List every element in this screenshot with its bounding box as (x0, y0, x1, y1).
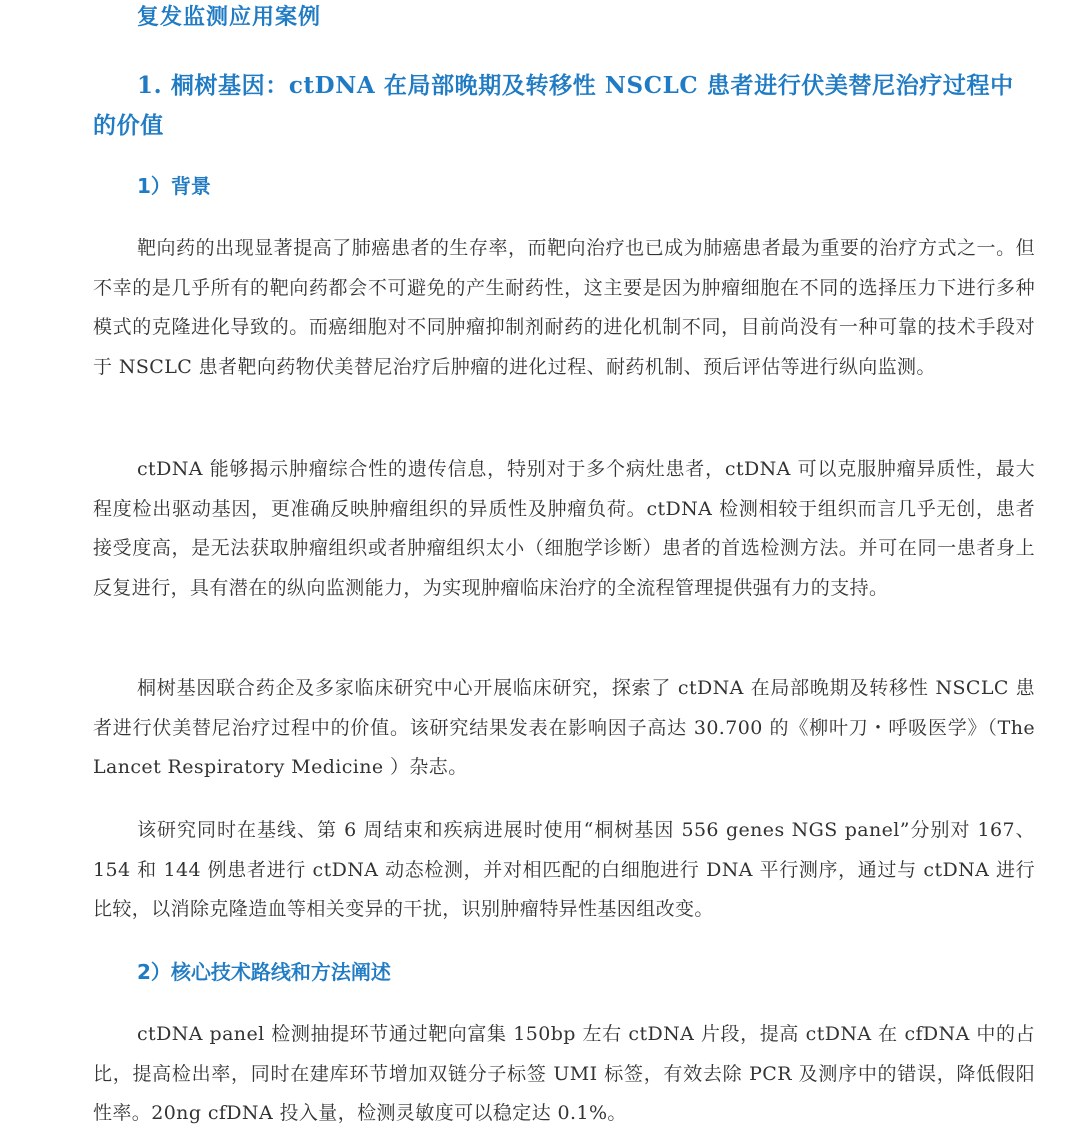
section-heading-method: 2）核心技术路线和方法阐述 (137, 960, 391, 984)
section-heading-background: 1）背景 (137, 174, 211, 198)
paragraph: 该研究同时在基线、第 6 周结束和疾病进展时使用“桐树基因 556 genes NGS panel”分别对 167、154 和 144 例患者进行 ctDNA 动态检测，并对相匹配的白细胞进行 DNA 平行测序，通过与 ctDNA 进行比较，以消除克隆造血等相关变异的干扰，识别肿瘤特异性基因组改变。 (93, 819, 1035, 920)
paragraph: 靶向药的出现显著提高了肺癌患者的生存率，而靶向治疗也已成为肺癌患者最为重要的治疗方式之一。但不幸的是几乎所有的靶向药都会不可避免的产生耐药性，这主要是因为肿瘤细胞在不同的选择压力下进行多种模式的克隆进化导致的。而癌细胞对不同肿瘤抑制剂耐药的进化机制不同，目前尚没有一种可靠的技术手段对于 NSCLC 患者靶向药物伏美替尼治疗后肿瘤的进化过程、耐药机制、预后评估等进行纵向监测。 (93, 237, 1035, 378)
paragraph: ctDNA 能够揭示肿瘤综合性的遗传信息，特别对于多个病灶患者，ctDNA 可以克服肿瘤异质性，最大程度检出驱动基因，更准确反映肿瘤组织的异质性及肿瘤负荷。ctDNA 检测相较于组织而言几乎无创，患者接受度高，是无法获取肿瘤组织或者肿瘤组织太小（细胞学诊断）患者的首选检测方法。并可在同一患者身上反复进行，具有潜在的纵向监测能力，为实现肿瘤临床治疗的全流程管理提供强有力的支持。 (93, 458, 1035, 599)
main-heading: 复发监测应用案例 (137, 5, 322, 30)
paragraph: 桐树基因联合药企及多家临床研究中心开展临床研究，探索了 ctDNA 在局部晚期及转移性 NSCLC 患者进行伏美替尼治疗过程中的价值。该研究结果发表在影响因子高达 30.700 的《柳叶刀・呼吸医学》（The Lancet Respiratory Medicine ）杂志。 (93, 677, 1035, 778)
paragraph: ctDNA panel 检测抽提环节通过靶向富集 150bp 左右 ctDNA 片段，提高 ctDNA 在 cfDNA 中的占比，提高检出率，同时在建库环节增加双链分子标签 UMI 标签，有效去除 PCR 及测序中的错误，降低假阳性率。20ng cfDNA 投入量，检测灵敏度可以稳定达 0.1%。 (93, 1023, 1035, 1124)
case-title: 1. 桐树基因：ctDNA 在局部晚期及转移性 NSCLC 患者进行伏美替尼治疗过程中的价值 (93, 72, 1014, 139)
